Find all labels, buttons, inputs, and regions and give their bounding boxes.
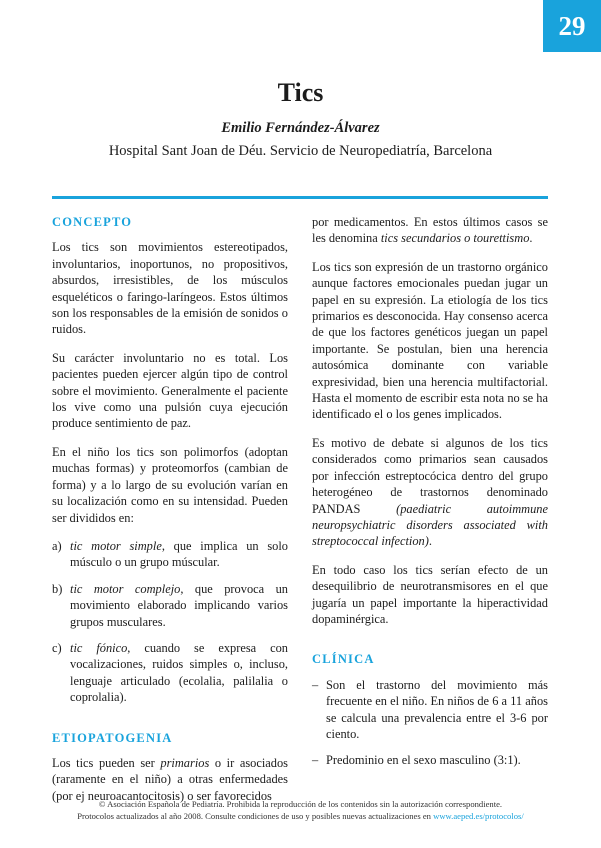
update-line: Protocolos actualizados al año 2008. Consulte condiciones de uso y posibles nuevas actualizaciones en www.aeped.es/protocolos/: [77, 811, 524, 821]
left-column: [52, 214, 288, 816]
list-term: tic fónico: [70, 640, 128, 655]
list-marker: –: [312, 753, 319, 768]
list-text: , que implica un solo músculo o un grupo múscular.: [70, 538, 288, 570]
section-heading-clinica: CLÍNICA: [312, 652, 375, 667]
affiliation: Hospital Sant Joan de Déu. Servicio de Neuropediatría, Barcelona: [108, 143, 493, 159]
page-number-badge: 29: [543, 0, 601, 52]
right-column: [312, 214, 548, 781]
protocols-link[interactable]: www.aeped.es/protocolos/: [433, 811, 524, 821]
page-title: Tics: [277, 78, 324, 107]
clinica-list: [312, 677, 548, 769]
paragraph: Los tics son movimientos estereotipados, involuntarios, inoportunos, no propositivos, absurdos, irresistibles, de los músculos esqueléticos o faringo-laríngeos. Estos últimos son los responsables de la emisión de sonidos o ruidos.: [52, 240, 288, 337]
paragraph: Los tics son expresión de un trastorno orgánico aunque factores emocionales puedan jugar un papel en su expresión. La etiología de los tics primarios es desconocida. Hay consenso acerca de que los factores genéticos juegan un papel importante. Se postulan, bien una herencia autosómica dominante con variable expresividad, bien una herencia multifactorial. Hasta el momento de escribir esta nota no se ha identificado el o los genes implicados.: [312, 259, 548, 422]
paragraph: Es motivo de debate si algunos de los tics considerados como primarios sean causados por infección estreptocócica dentro del grupo heterogéneo de trastornos denominado PANDAS (paediatric autoimmune neuropsychiatric disorders associated with streptococcal infection).: [312, 435, 548, 549]
list-item: [312, 677, 548, 743]
list-text: Predominio en el sexo masculino (3:1).: [326, 753, 521, 768]
author: Emilio Fernández-Álvarez: [221, 120, 380, 136]
list-text: , cuando se expresa con vocalizaciones, ruidos simples o, incluso, lenguaje articulado (ecolalia, palilalia o coprolalia).: [70, 640, 288, 705]
header-divider: [52, 196, 548, 199]
list-marker: b): [52, 581, 63, 596]
list-text: , que provoca un movimiento elaborado implicando varios grupos musculares.: [70, 581, 288, 629]
list-term: tic motor complejo: [70, 581, 181, 596]
paragraph: Los tics pueden ser primarios o ir asociados (raramente en el niño) a otras enfermedades (por ej neuroacantocitosis) o ser favorecidos: [52, 755, 288, 803]
section-heading-concepto: CONCEPTO: [52, 215, 133, 229]
paragraph: En el niño los tics son polimorfos (adoptan muchas formas) y proteomorfos (cambian de forma) y a lo largo de su evolución varían en su localización como en su intensidad. Pueden ser divididos en:: [52, 444, 288, 525]
tic-types-list: [52, 538, 288, 706]
list-marker: a): [52, 538, 62, 553]
list-marker: c): [52, 640, 62, 655]
section-heading-etiopatogenia: ETIOPATOGENIA: [52, 730, 173, 745]
copyright-line: © Asociación Española de Pediatría. Prohibida la reproducción de los contenidos sin la autorización correspondiente.: [98, 799, 503, 809]
list-item: [52, 538, 288, 571]
list-item: [312, 752, 548, 768]
list-item: [52, 581, 288, 630]
list-marker: –: [312, 677, 319, 692]
list-text: Son el trastorno del movimiento más frecuente en el niño. En niños de 6 a 11 años se calcula una prevalencia entre el 3-6 por ciento.: [326, 677, 548, 741]
footer: [0, 798, 601, 822]
paragraph: por medicamentos. En estos últimos casos se les denomina tics secundarios o tourettismo.: [312, 215, 548, 246]
list-item: [52, 640, 288, 706]
paragraph: En todo caso los tics serían efecto de un desequilibrio de neurotransmisores en el que jugaría un papel importante la hiperactividad dopaminérgica.: [312, 562, 548, 626]
paragraph: Su carácter involuntario no es total. Los pacientes pueden ejercer algún tipo de control sobre el movimiento. Generalmente el paciente los vive como una pulsión cuya ejecución produce sentimiento de paz.: [52, 350, 288, 431]
list-term: tic motor simple: [70, 538, 162, 553]
